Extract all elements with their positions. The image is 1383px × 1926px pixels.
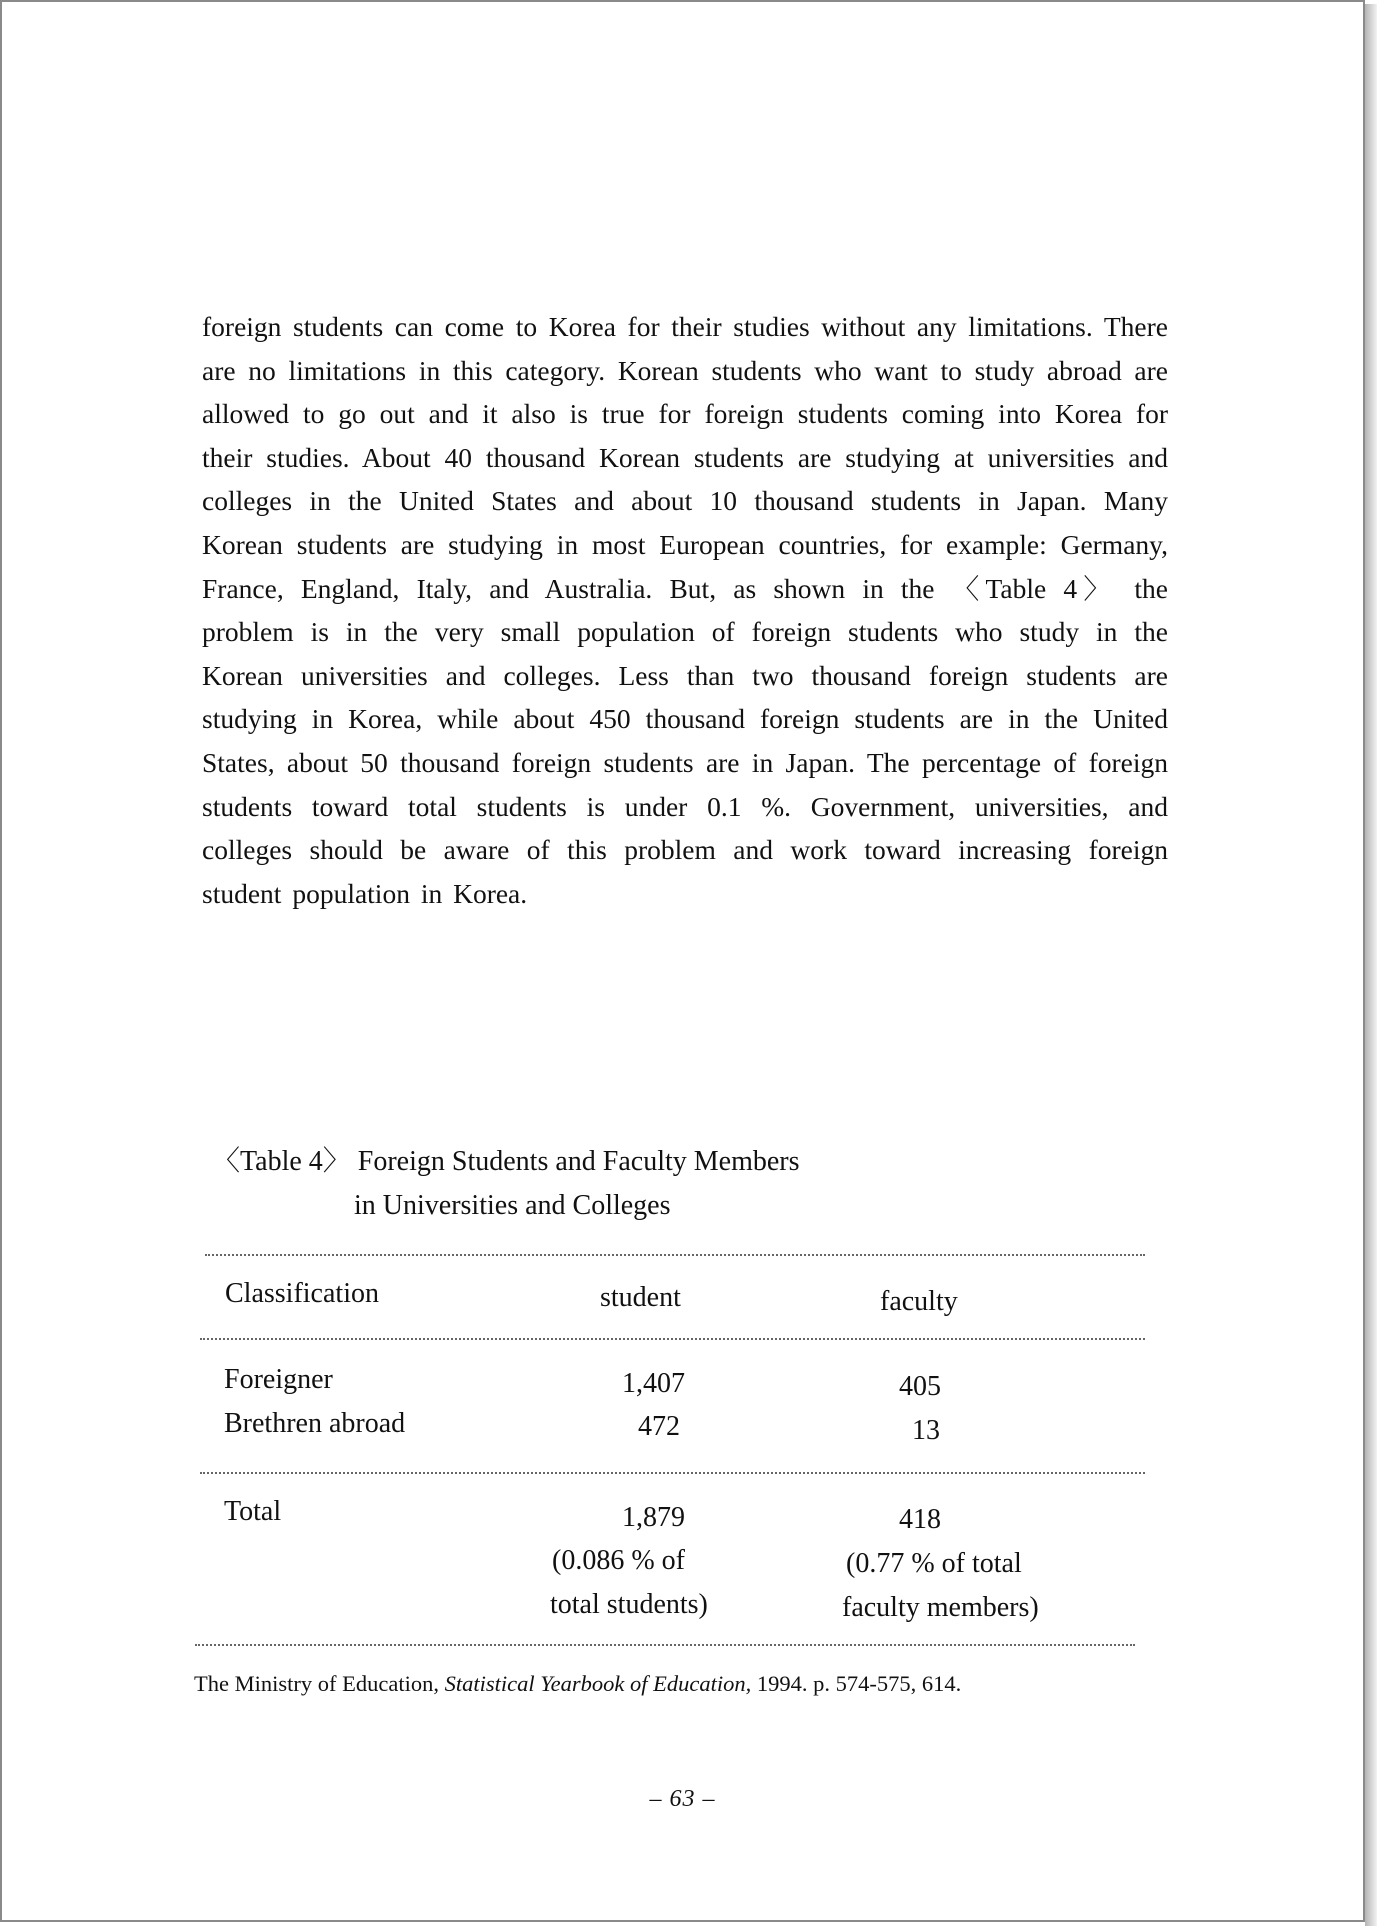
table-caption — [212, 1140, 800, 1228]
table-header-rule — [200, 1338, 1145, 1340]
table-caption-line-2: in Universities and Colleges — [354, 1190, 671, 1221]
row-brethren-faculty: 13 — [912, 1415, 940, 1446]
total-student: 1,879 — [622, 1502, 685, 1533]
table-body-rule — [200, 1472, 1145, 1474]
total-faculty-pct-line-2: faculty members) — [842, 1592, 1039, 1623]
page-edge-shadow — [1365, 4, 1377, 1926]
body-paragraph: foreign students can come to Korea for their studies without any limitations. There are no limitations in this category. Korean students who want to study abroad are allowed to go out and it also is true for foreign students coming into Korea for their studies. About 40 thousand Korean students are studying at universities and colleges in the United States and about 10 thousand students in Japan. Many Korean students are studying in most European countries, for example: Germany, France, England, Italy, and Australia. But, as shown in the 〈Table 4〉 the problem is in the very small population of foreign students who study in the Korean universities and colleges. Less than two thousand foreign students are studying in Korea, while about 450 thousand foreign students are in the United States, about 50 thousand foreign students are in Japan. The percentage of foreign students toward total students is under 0.1 %. Government, universities, and colleges should be aware of this problem and work toward increasing foreign student population in Korea. — [202, 311, 1168, 909]
row-brethren-label: Brethren abroad — [224, 1408, 406, 1439]
total-student-pct-line-1: (0.086 % of — [552, 1545, 685, 1576]
header-faculty: faculty — [880, 1286, 958, 1317]
row-foreigner-label: Foreigner — [224, 1364, 333, 1395]
row-foreigner-student: 1,407 — [622, 1368, 685, 1399]
total-student-pct-line-2: total students) — [550, 1589, 708, 1620]
header-student: student — [600, 1282, 681, 1313]
row-foreigner-faculty: 405 — [899, 1371, 941, 1402]
row-brethren-student: 472 — [638, 1411, 680, 1442]
total-faculty: 418 — [899, 1504, 941, 1535]
total-label: Total — [224, 1496, 282, 1527]
source-prefix: The Ministry of Education, — [194, 1671, 445, 1696]
total-faculty-pct-line-1: (0.77 % of total — [846, 1548, 1022, 1579]
source-citation — [194, 1668, 961, 1700]
source-title: Statistical Yearbook of Education, — [444, 1671, 752, 1696]
page-number: – 63 – — [649, 1786, 716, 1812]
source-suffix: 1994. p. 574-575, 614. — [751, 1671, 962, 1696]
table-top-rule — [205, 1254, 1145, 1256]
header-classification: Classification — [225, 1278, 379, 1309]
table-bottom-rule — [195, 1644, 1135, 1646]
table-caption-line-1: 〈Table 4〉 Foreign Students and Faculty Members — [212, 1146, 800, 1177]
